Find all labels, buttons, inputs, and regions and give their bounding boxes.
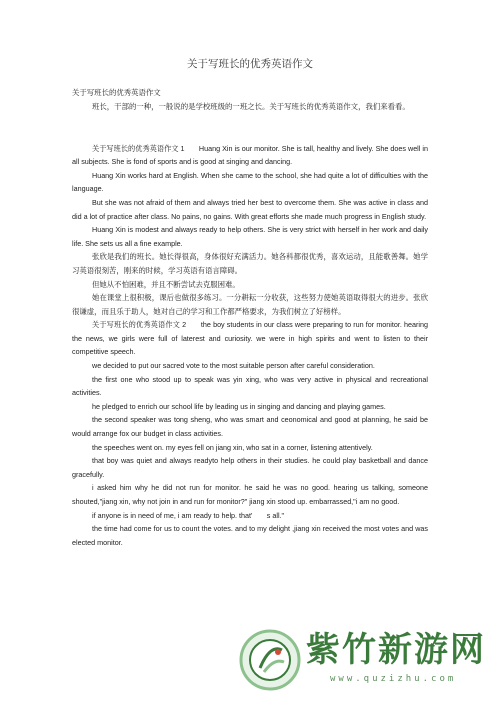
paragraph: 关于写班长的优秀英语作文 1 Huang Xin is our monitor. She is tall, healthy and lively. She does well in all subjects. She is fond of sports and is good at singing and dancing. <box>72 143 428 167</box>
paragraph: the time had come for us to count the votes. and to my delight ,jiang xin received the most votes and was elected monitor. <box>72 524 428 547</box>
paragraph: 关于写班长的优秀英语作文 2 the boy students in our class were preparing to run for monitor. hearing the news, we girls were full of laterest and curiosity. we were in high spirits and went to listen to their competitive speech. <box>72 320 428 357</box>
paragraph: 关于写班长的优秀英语作文 <box>72 88 161 97</box>
paragraph: But she was not afraid of them and always tried her best to overcome them. She was active in class and did a lot of practice after class. No pains, no gains. With great efforts she made much progress in English study. <box>72 197 428 221</box>
paragraph: i asked him why he did not run for monitor. he said he was no good. hearing us talking, someone shouted,"jiang xin, why not join in and run for monitor?" jiang xin stood up. embarrassed,"i am no good. <box>72 483 428 506</box>
watermark-brand: 紫竹新游网 <box>306 630 486 670</box>
document-title: 关于写班长的优秀英语作文 <box>187 58 313 70</box>
paragraph: 班长，干部的一种，一般说的是学校班级的一班之长。关于写班长的优秀英语作文，我们来看看。 <box>92 101 410 111</box>
paragraph: 但她从不怕困难，并且不断尝试去克服困难。 <box>92 279 240 289</box>
site-watermark <box>238 624 488 698</box>
paragraph: the first one who stood up to speak was yin xing, who was very active in physical and recreational activities. <box>72 374 428 398</box>
paragraph: the speeches went on. my eyes fell on jiang xin, who sat in a corner, listening attentively. <box>92 442 373 452</box>
paragraph: he pledged to enrich our school life by leading us in singing and dancing and playing games. <box>92 401 386 411</box>
paragraph: Huang Xin is modest and always ready to help others. She is very strict with herself in her work and daily life. She sets us all a fine example. <box>72 225 428 248</box>
document-body <box>72 86 428 549</box>
paragraph: if anyone is in need of me, i am ready to help. that' s all." <box>92 510 285 520</box>
paragraph: the second speaker was tong sheng, who was smart and ceonomical and good at planning, he said be would arrange fox our budget in class activities. <box>72 415 428 439</box>
bamboo-logo-icon <box>238 628 302 692</box>
paragraph-gap <box>72 121 428 135</box>
watermark-url: www.quzizhu.com <box>330 674 457 684</box>
paragraph: that boy was quiet and always readyto help others in their studies. he could play basketball and dance gracefully. <box>72 456 428 479</box>
paragraph: we decided to put our sacred vote to the most suitable person after careful consideration. <box>92 361 375 371</box>
paragraph: 张欣是我们的班长。她长得很高，身体很好充满活力。她各科都很优秀，喜欢运动，且能歌善舞。她学习英语很刻苦，刚来的时候，学习英语有语言障碍。 <box>72 252 428 275</box>
paragraph: 她在课堂上很积极，课后也做很多练习。一分耕耘一分收获，这些努力使她英语取得很大的进步。张欣很谦虚，而且乐于助人，她对自己的学习和工作都严格要求，为我们树立了好榜样。 <box>72 293 428 316</box>
paragraph: Huang Xin works hard at English. When she came to the school, she had quite a lot of difficulties with the language. <box>72 170 428 194</box>
